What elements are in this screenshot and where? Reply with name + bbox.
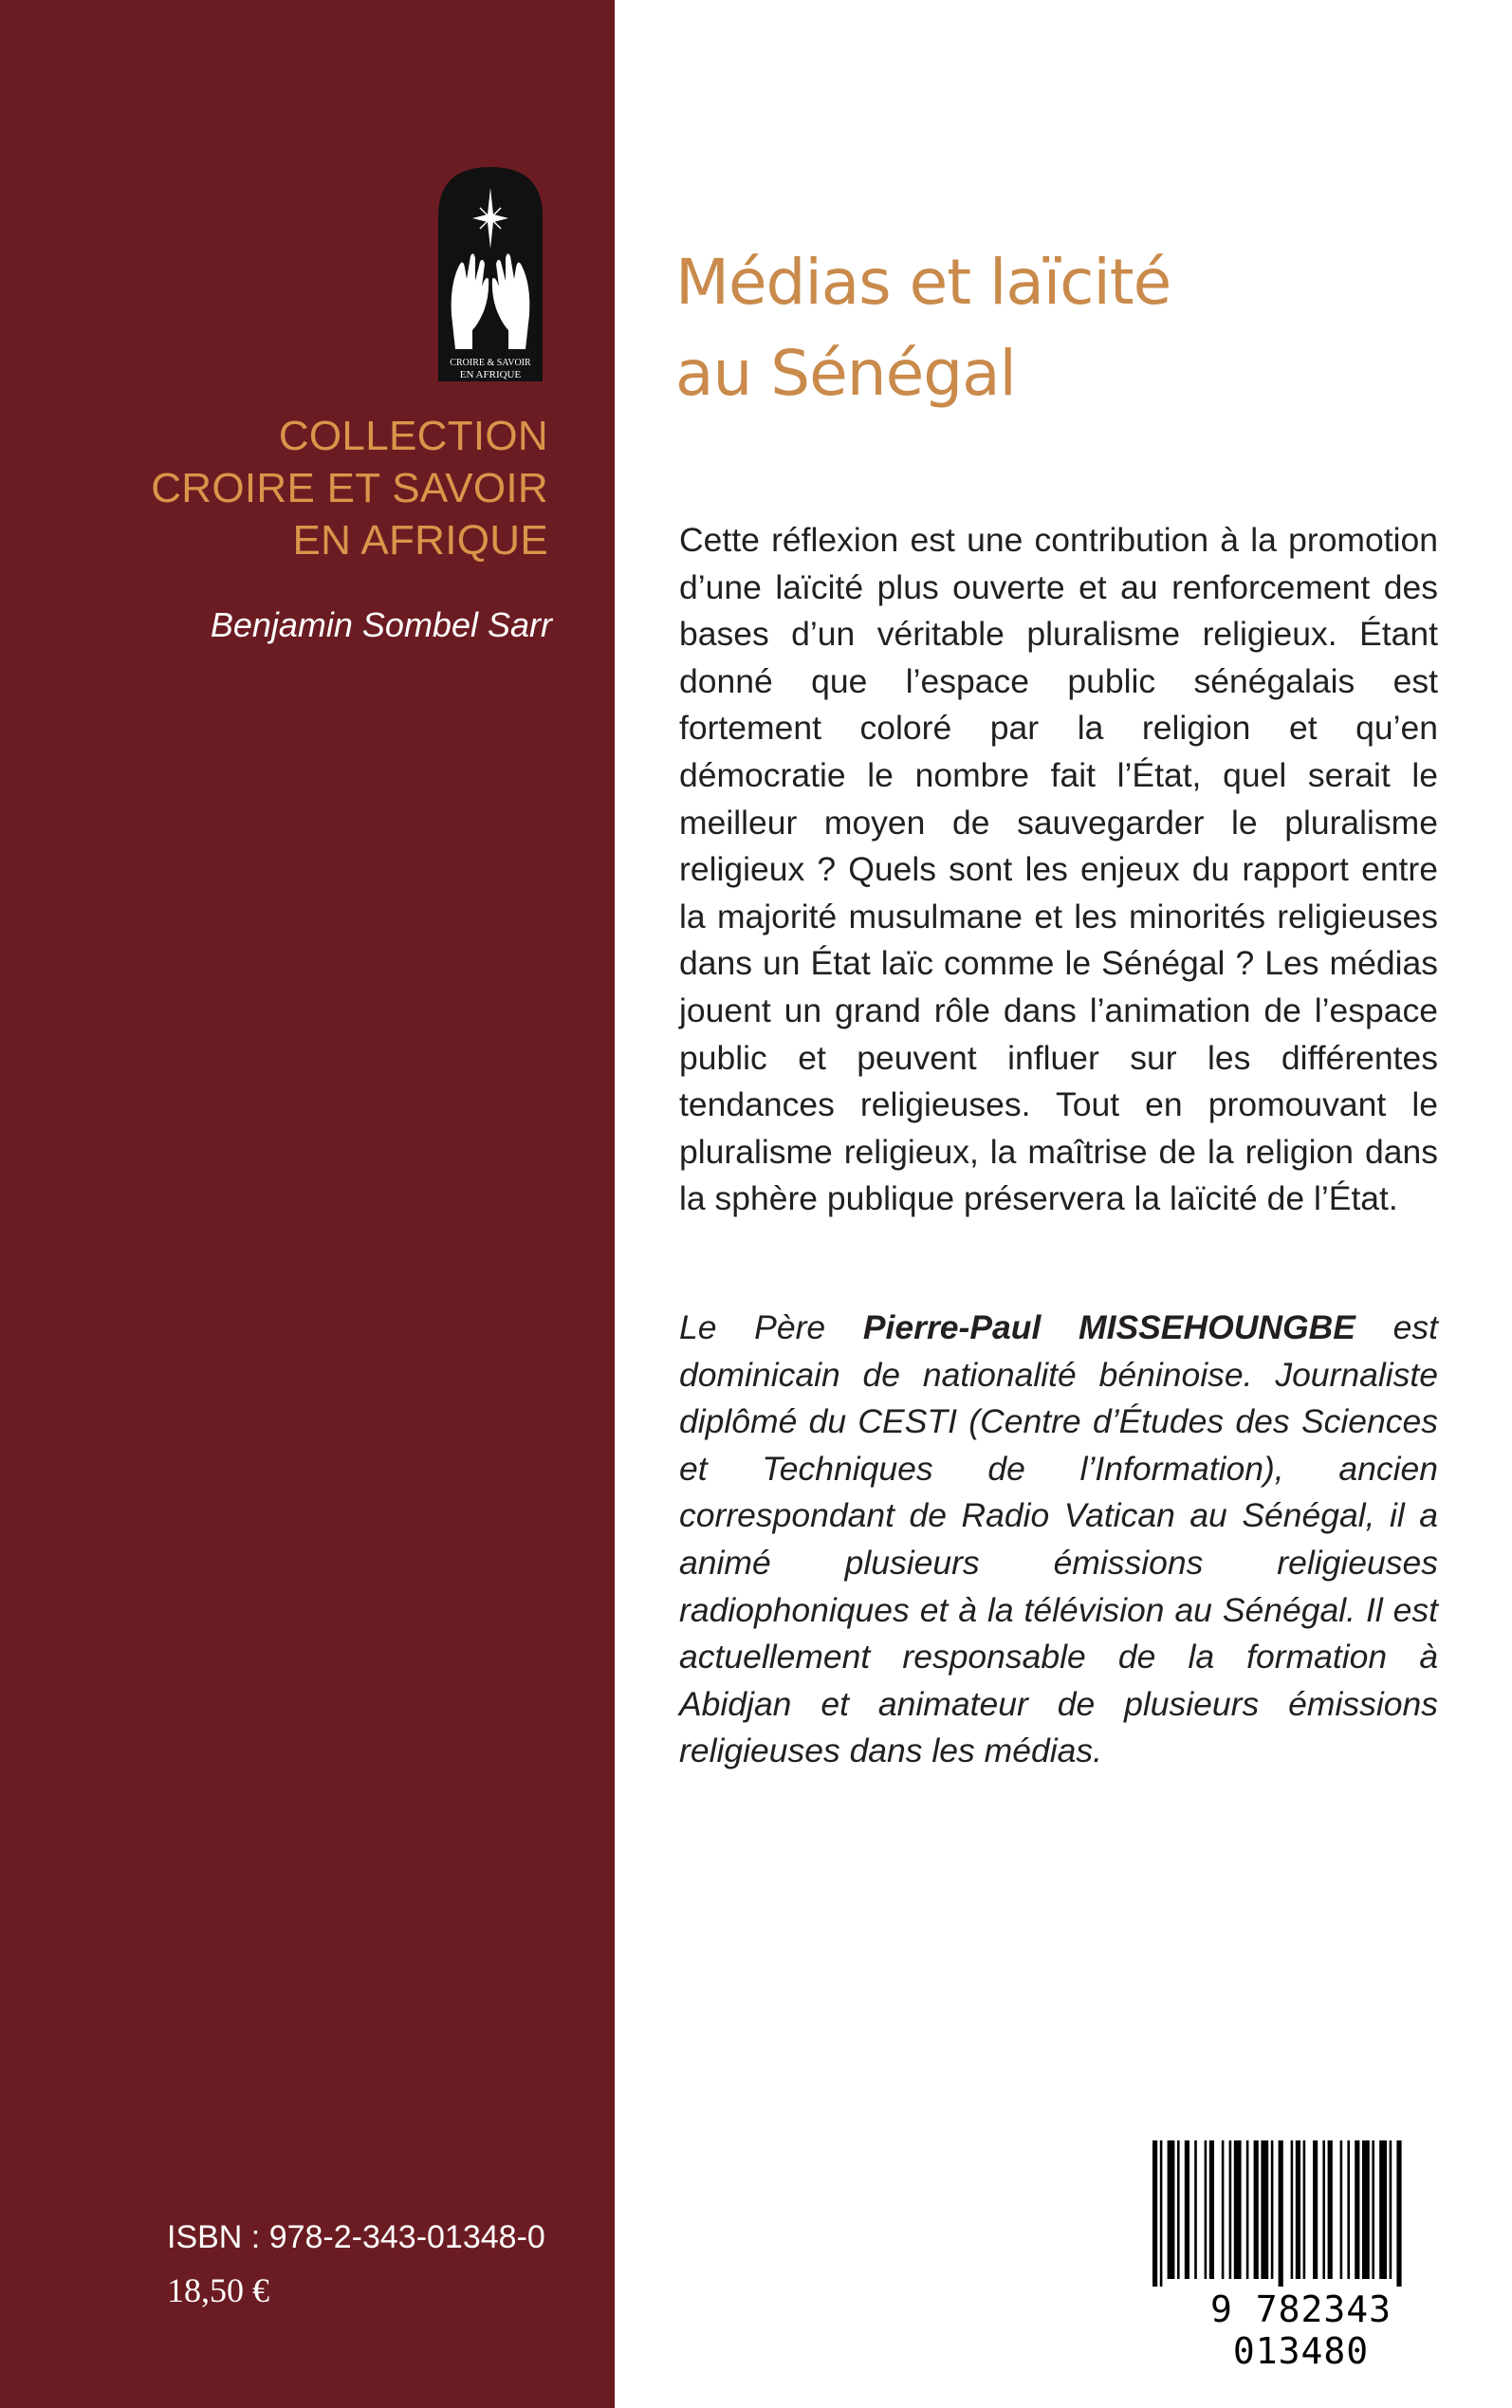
barcode-bar — [1291, 2140, 1294, 2279]
bio-text: est dominicain de nationalité béninoise. Journaliste diplômé du CESTI (Centre d’Études des Sciences et Techniques de l’Information), ancien correspondant de Radio Vatican au Sénégal, il a animé plusieurs émissions religieuses radiophoniques et à la télévision au Sénégal. Il est actuellement responsable de la formation à Abidjan et animateur de plusieurs émissions religieuses dans les médias. — [679, 1308, 1438, 1770]
barcode-bar — [1313, 2140, 1318, 2279]
book-title — [675, 237, 1453, 419]
barcode-bar — [1229, 2140, 1232, 2279]
hands-star-logo-icon — [434, 163, 546, 389]
barcode-bar — [1168, 2140, 1175, 2279]
barcode-bar — [1205, 2140, 1208, 2279]
collection-line-1: COLLECTION — [278, 413, 548, 459]
barcode-bar — [1379, 2140, 1387, 2279]
barcode-bar — [1246, 2140, 1249, 2279]
series-director: Benjamin Sombel Sarr — [210, 605, 552, 644]
collection-line-3: EN AFRIQUE — [292, 517, 548, 564]
barcode-bar — [1271, 2140, 1274, 2279]
barcode-bar — [1355, 2140, 1359, 2279]
price: 18,50 € — [167, 2271, 269, 2309]
barcode-bar — [1194, 2140, 1197, 2279]
barcode-bar — [1209, 2140, 1214, 2279]
barcode-bar — [1177, 2140, 1180, 2279]
barcode-bar — [1254, 2140, 1259, 2279]
barcode-bar — [1185, 2140, 1189, 2279]
logo-text-line2: EN AFRIQUE — [459, 369, 522, 380]
barcode-bar — [1390, 2140, 1392, 2279]
barcode-bar — [1234, 2140, 1242, 2279]
barcode-icon — [1147, 2135, 1455, 2287]
publisher-logo — [434, 163, 546, 389]
cover-sidebar — [0, 0, 615, 2408]
author-name: Pierre-Paul MISSEHOUNGBE — [862, 1308, 1355, 1346]
barcode-bar — [1261, 2140, 1268, 2279]
barcode-bar — [1396, 2140, 1401, 2287]
barcode-bar — [1222, 2140, 1225, 2279]
barcode-bar — [1322, 2140, 1325, 2279]
bio-intro: Le Père — [679, 1308, 826, 1346]
author-bio — [679, 1305, 1438, 1775]
barcode-bar — [1362, 2140, 1370, 2279]
barcode-bar — [1372, 2140, 1374, 2279]
book-summary: Cette réflexion est une contribution à la promotion d’une laïcité plus ouverte et au renforcement des bases d’un véritable pluralisme religieux. Étant donné que l’espace public sénégalais est fortement coloré par la religion et qu’en démocratie le nombre fait l’État, quel serait le meilleur moyen de sauvegarder le pluralisme religieux ? Quels sont les enjeux du rapport entre la majorité musulmane et les minorités religieuses dans un État laïc comme le Sénégal ? Les médias jouent un grand rôle dans l’animation de l’espace public et peuvent influer sur les différentes tendances religieuses. Tout en promouvant le pluralisme religieux, la maîtrise de la religion dans la sphère publique préservera la laïcité de l’État. — [679, 521, 1438, 1218]
collection-line-2: CROIRE ET SAVOIR — [151, 465, 548, 511]
barcode-bar — [1340, 2140, 1343, 2279]
collection-name — [17, 410, 548, 566]
barcode-bar — [1328, 2140, 1333, 2279]
barcode-bar — [1303, 2140, 1306, 2279]
logo-text-line1: CROIRE & SAVOIR — [450, 358, 531, 368]
barcode-bar — [1347, 2140, 1350, 2279]
barcode-digits: 9 782343 013480 — [1209, 2288, 1392, 2372]
barcode — [1147, 2135, 1455, 2372]
title-line-1: Médias et laïcité — [675, 246, 1171, 319]
barcode-bar — [1160, 2140, 1163, 2287]
isbn: ISBN : 978-2-343-01348-0 — [167, 2219, 545, 2255]
barcode-bar — [1296, 2140, 1300, 2279]
barcode-bar — [1279, 2140, 1283, 2287]
title-line-2: au Sénégal — [675, 337, 1016, 410]
barcode-bar — [1152, 2140, 1157, 2287]
